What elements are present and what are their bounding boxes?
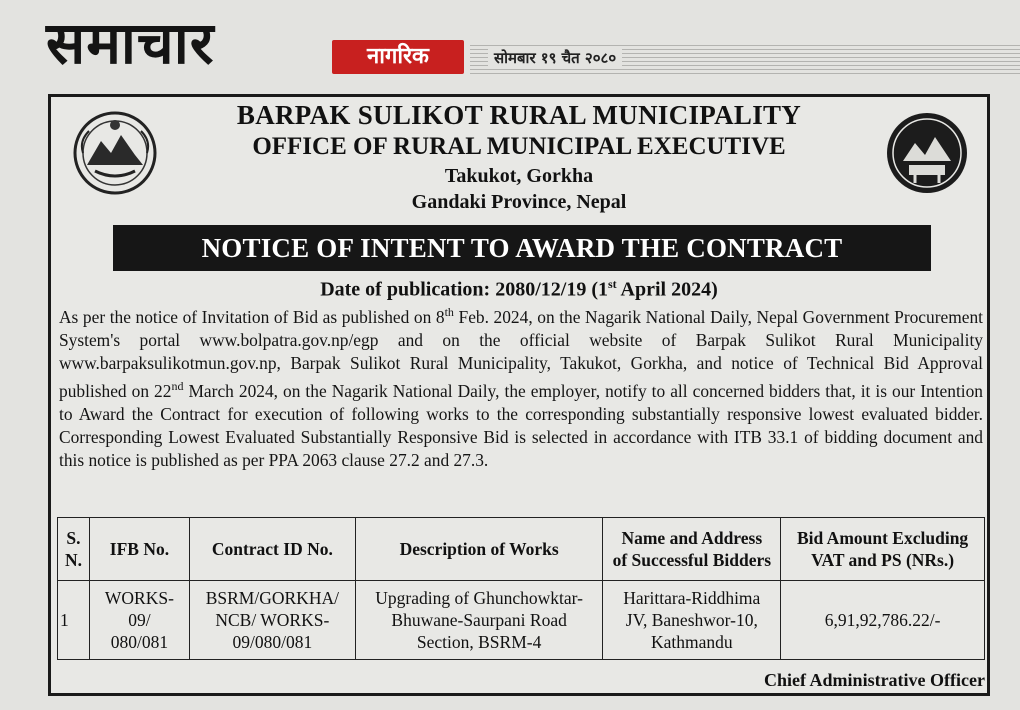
cell-ifb: WORKS- 09/ 080/081 (89, 581, 189, 660)
award-table (57, 517, 985, 660)
newspaper-name-badge: नागरिक (332, 40, 464, 74)
section-title: समाचार (46, 9, 215, 77)
publication-date: Date of publication: 2080/12/19 (1st April 2024) (320, 277, 718, 301)
col-header-amount: Bid Amount Excluding VAT and PS (NRs.) (781, 518, 985, 581)
cell-sn: 1 (58, 581, 90, 660)
cell-amount: 6,91,92,786.22/- (781, 581, 985, 660)
cell-bidder: Harittara-Riddhima JV, Baneshwor-10, Kathmandu (603, 581, 781, 660)
newspaper-masthead (0, 0, 1020, 88)
notice-body: As per the notice of Invitation of Bid as published on 8th Feb. 2024, on the Nagarik National Daily, Nepal Government Procurement System's portal www.bolpatra.gov.np/egp and on the official website of Barpak Sulikot Rural Municipality www.barpaksulikotmun.gov.np, Barpak Sulikot Rural Municipality, Takukot, Gorkha, and notice of Technical Bid Approval published on 22nd March 2024, on the Nagarik National Daily, the employer, notify to all concerned bidders that, it is our Intention to Award the Contract for execution of following works to the corresponding substantially responsive lowest evaluated bidder. Corresponding Lowest Evaluated Substantially Responsive Bid is selected in accordance with ITB 33.1 of bidding document and this notice is published as per PPA 2063 clause 27.2 and 27.3. (59, 305, 984, 470)
cell-contract-id: BSRM/GORKHA/ NCB/ WORKS- 09/080/081 (189, 581, 355, 660)
col-header-sn: S. N. (58, 518, 90, 581)
notice-title: NOTICE OF INTENT TO AWARD THE CONTRACT (113, 225, 931, 271)
notice-box (48, 94, 990, 696)
issue-date: सोमबार १९ चैत २०८० (488, 48, 622, 68)
address-line-2: Gandaki Province, Nepal (411, 191, 627, 213)
address-line-1: Takukot, Gorkha (444, 165, 594, 187)
col-header-ifb: IFB No. (89, 518, 189, 581)
issue-date-strip (470, 44, 1020, 74)
office-name: OFFICE OF RURAL MUNICIPAL EXECUTIVE (252, 133, 786, 160)
municipality-name: BARPAK SULIKOT RURAL MUNICIPALITY (236, 100, 802, 130)
signature-title: Chief Administrative Officer (764, 670, 985, 690)
cell-description: Upgrading of Ghunchowktar- Bhuwane-Saurpani Road Section, BSRM-4 (355, 581, 603, 660)
table-row (58, 581, 985, 660)
col-header-bidder: Name and Address of Successful Bidders (603, 518, 781, 581)
col-header-description: Description of Works (355, 518, 603, 581)
table-header-row (58, 518, 985, 581)
col-header-contract-id: Contract ID No. (189, 518, 355, 581)
